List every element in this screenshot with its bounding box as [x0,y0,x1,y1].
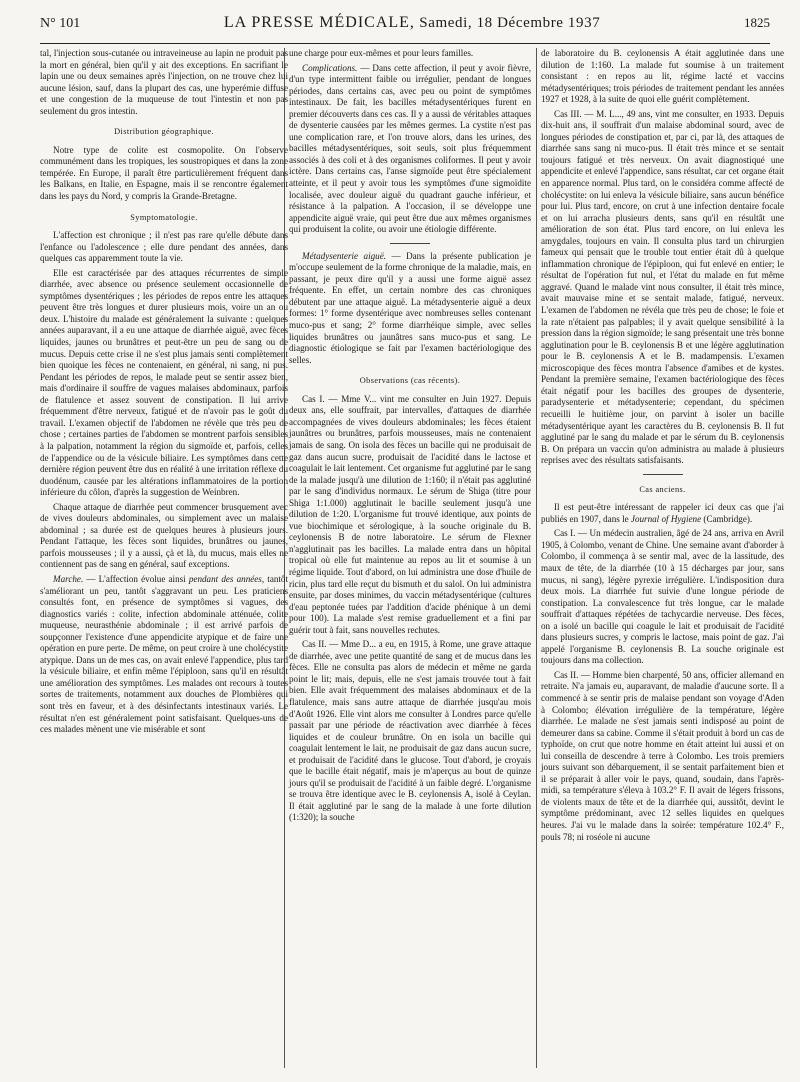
paragraph: L'affection est chronique ; il n'est pas rare qu'elle débute dans l'enfance ou l'adolescence ; elle dure pendant des années, dans quelques cas apparemment toute la vie. [40,230,288,264]
paragraph: de laboratoire du B. ceylonensis A était agglutinée dans une dilution de 1:160. La malade fut soumise à un traitement consistant : en repos au lit, régime lacté et vaccins métadysentériques; trois périodes de traitement pendant les années 1927 et 1928, à la suite de quoi elle guérit complètement. [541,48,784,105]
section-heading: Symptomatologie. [130,212,198,222]
journal-name: Journal of Hygiene [630,513,702,524]
divider [390,243,430,244]
paragraph [541,502,784,525]
divider [643,474,683,475]
text-run: — L'affection évolue ainsi [83,573,189,584]
paragraph: Cas III. — M. L..., 49 ans, vint me consulter, en 1933. Depuis dix-huit ans, il souffrait d'un malaise abdominal sourd, avec de longues périodes de constipation et, par ci, par là, des attaques de diarrhée sans sang ni muco-pus. Il était très mince et se sentait toujours fatigué et très nerveux. On avait diagnostiqué une appendicite et enlevé l'appendice, sans résultat, car cet organe était en apparence normal. Plus tard, on le considéra comme affecté de cholécystite: on lui enleva la vésicule biliaire, sans aucun bénéfice pour lui. Plus tard, encore, on crut à une infection dentaire focale et on lui arracha plusieurs dents, sans qu'il en résultât une amélioration de son état. Plus tard encore, on lui enleva les amygdales, toujours en vain. Il consulta plus tard un chirurgien fameux qui pensait que le trouble tout entier était dû à quelque inflammation chronique de l'épiploon, qui fut enlevé en entier; le résultat de l'opération fut nul, et l'état du malade en fut même aggravé. Quand le malade vint nous consulter, il était très mince, avait mauvaise mine et se sentait malade, fatigué, nerveux. L'examen de l'abdomen ne révéla que très peu de chose; le foie et la rate n'étaient pas palpables; il y avait quelque sensibilité à la pression dans la région sigmoïde; le sang présentait une très bonne agglutination pour le B. ceylonensis B et une légère agglutination pour le B. ceylonensis A et le B. madampensis. L'examen microscopique des fèces montra l'absence d'amibes et de kystes. Pendant la première semaine, l'examen bactériologique des fèces était négatif pour les bacilles des groupes de dysenterie, paradysenterie et métadysenterie; cependant, du spécimen recueilli le huitième jour, on parvint à isoler un bacille métadysentérique ayant les caractères du B. ceylonensis B. Il fut agglutiné par le sang du malade et par le sérum du B. ceylonensis B. On prépara un vaccin qu'on administra au malade à plusieurs reprises avec des résultats satisfaisants. [541,108,784,466]
page-number: 1825 [744,15,770,30]
paragraph [40,574,288,736]
paragraph: Cas I. — Un médecin australien, âgé de 24 ans, arriva en Avril 1905, à Colombo, venant de Chine. Une semaine avant d'aborder à Colombo, il commença à se sentir mal, avec de la lassitude, des maux de tête, de la diarrhée (10 à 15 décharges par jour, sans mucus, ni sang), légère pyrexie irrégulière. L'indisposition dura deux mois. La diarrhée fut suivie d'une longue période de constipation. La convalescence fut très longue, car le malade souffrait d'attaques répétées de tachycardie nerveuse. Des fèces, on a isolé un bacille qui coagule le lait et produisait de l'acidité dans plusieurs sucres, y compris le lactose, mais point de gaz. J'ai appelé l'organisme B. ceylonensis B. La souche originale est toujours dans ma collection. [541,528,784,666]
paragraph: Cas II. — Mme D... a eu, en 1915, à Rome, une grave attaque de diarrhée, avec une petite quantité de sang et de mucus dans les fèces. Elle ne consulta pas alors de médecin et même ne garda point le lit; mais, depuis, elle ne s'est jamais trouvée tout à fait bien. Elle avait fréquemment des malaises abdominaux et de la flatulence, mais sans autre attaque de diarrhée jusqu'au mois d'Août 1926. Elle vint alors me consulter à Londres parce qu'elle passait par une période de réactivation avec diarrhée à fèces liquides et de couleur brunâtre. On en isola un bacille qui coagulait lentement le lait, ne produisait de gaz dans aucun sucre, et produisait de l'acidité dans le glucose. Tout d'abord, je croyais que le bacille était négatif, mais je m'aperçus au bout de quinze jours qu'il se produisait de l'acidité à un faible degré. L'organisme se trouva être identique avec le B. ceylonensis A, isolé à Ceylan. Il était agglutiné par le sang de la malade à une forte dilution (1:320); la souche [289,639,531,823]
masthead [224,14,600,32]
paragraph: Chaque attaque de diarrhée peut commencer brusquement avec de vives douleurs abdominales, ou simplement avec un malaise abdominal ; sa durée est de quelques heures à plusieurs jours. Pendant l'attaque, les fèces sont liquides, brunâtres ou jaunes, parfois mousseuses ; il y a aussi, çà et là, du mucus, mais elles ne contiennent pas de sang en général, sauf exceptions. [40,501,288,570]
emphasis: pendant des années [188,573,262,584]
paragraph: Cas II. — Homme bien charpenté, 50 ans, officier allemand en retraite. N'a jamais eu, auparavant, de maladie d'aucune sorte. Il a commencé à se sentir pris de malaise pendant son voyage d'Aden à Colombo; élévation irrégulière de la température, légère diarrhée. Le malade ne s'est jamais senti indisposé au point de demeurer dans sa cabine. Comme il s'était produit à bord un cas de typhoïde, on crut que notre homme en était atteint lui aussi et on lui conseilla de descendre à terre à Colombo. Les trois premiers jours suivant son débarquement, il se sentait parfaitement bien et il se préparait à aller voir le pays, quand, soudain, dans l'après-midi, sa température s'éleva à 103.2° F. Il avait de légers frissons, de violents maux de tête et de la diarrhée qui, aussitôt, devint le symptôme prédominant, avec 12 selles liquides en quelques heures. J'ai vu le malade dans la soirée: température 102.4° F., pouls 78; ni roséole ni aucune [541,669,784,842]
paragraph [289,251,531,366]
run-in-heading: Métadysenterie aiguë. [302,250,387,261]
column-2 [289,48,531,827]
section-heading: Observations (cas récents). [359,376,461,386]
run-in-heading: Marche. [53,573,84,584]
text-run: Il est peut-être intéressant de rappeler ici deux cas que j'ai publiés en 1907, dans le [541,502,784,524]
paragraph: tal, l'injection sous-cutanée ou intraveineuse au lapin ne produit pas la mort en général, bien qu'il y ait des exceptions. En sacrifiant le lapin une ou deux semaines après l'injection, on ne trouve chez lui aucune lésion, sauf, dans la plupart des cas, une hyperémie diffuse et une congestion de la muqueuse de tout l'intestin et non pas seulement du gros intestin. [40,48,288,116]
text-run: (Cambridge). [701,513,753,524]
paragraph: Elle est caractérisée par des attaques récurrentes de simple diarrhée, avec absence ou présence seulement occasionnelle de symptômes dysentériques ; les périodes de repos entre les attaques peuvent être très longues et durer plusieurs mois, voire un an ou deux. L'histoire du malade est généralement la suivante : quelques années auparavant, il a eu une attaque de diarrhée aiguë, avec fèces liquides, jaunes ou brunâtres et peut-être un peu de sang ou de mucus. Depuis cette crise il ne s'est plus jamais senti complètement bien quoique les fèces ne contenaient, en général, ni sang, ni pus. Pendant les périodes de repos, le malade peut se sentir assez bien, mais d'ordinaire il souffre de vagues malaises abdominaux, parfois de flatulence et assez souvent de constipation. Il lui arrive fréquemment d'être nerveux, fatigué et de n'avoir pas le goût du travail. L'examen objectif de l'abdomen ne révèle que très peu de chose ; certaines parties de l'abdomen se montrent parfois sensibles à la palpation, notamment la région du sigmoïde et, parfois, celles de l'appendice ou de la vésicule biliaire. Les symptômes dans cette dernière région peuvent être dus en réalité à une irritation réflexe du duodénum, causée par les altérations inflammatoires de la portion inférieure du côlon, d'après la suggestion de Weinbren. [40,267,288,498]
section-heading: Cas anciens. [639,484,686,494]
page-header [40,14,770,44]
paragraph: Cas I. — Mme V... vint me consulter en Juin 1927. Depuis deux ans, elle souffrait, par intervalles, d'attaques de diarrhée accompagnées de vives douleurs abdominales; les fèces étaient jaunâtres ou brunâtres, parfois mousseuses, mais ne contenaient jamais de sang. On isola des fèces un bacille qui ne produisait de gaz dans aucun sucre, produisait de l'acidité dans le lactose et coagulait le lait lentement. Cet organisme fut agglutiné par le sang de la malade jusqu'à une dilution de 1:160; il n'était pas agglutiné par le sang d'individus normaux. Le sérum de Shiga (titre pour Shiga 1:1.000) agglutinait le bacille seulement jusqu'à une dilution de 1:20. L'organisme fut trouvé identique, aux points de vue biochimique et sérologique, à la souche originale du B. ceylonensis B de notre laboratoire. Le sérum de Flexner n'agglutinait pas les bacilles. La malade entra dans un hôpital tropical où elle fut maintenue au repos au lit et soumise à un régime liquide. Tout d'abord, on lui administra une dose d'huile de ricin, plus tard elle reçut du bismuth et du salol. On lui administra ensuite, par doses minimes, du vaccin métadysentérique (cultures d'eau peptonée tuées par l'addition d'acide phénique à un demi pour 100). La malade s'est remise graduellement et a fini par guérir tout à fait, sans nouvelles rechutes. [289,393,531,635]
text-run: — Dans cette affection, il peut y avoir fièvre, d'un type intermittent faible ou irrégulier, pendant de longues périodes, dans certains cas, avec peu ou point de symptômes intestinaux. De fait, les bacilles métadysentériques furent en premier découverts dans ces cas. Il y a aussi de véritables attaques de dysenterie causées par les mêmes germes. La cystite n'est pas une complication rare, et l'on trouve alors, dans les urines, des bacilles métadysentériques, soit seuls, soit plus fréquemment associés à des coli et à des organismes coliformes. Il peut y avoir ictère. Dans certains cas, l'anse sigmoïde peut être spécialement atteinte, et il peut y avoir tous les symptômes d'une sigmoïdite localisée, avec douleur aiguë du quadrant gauche inférieur, et résistance à la palpation. A l'occasion, il se développe une appendicite aiguë vraie, qui peut être due aux mêmes organismes qui produisent la colite, ou avoir une étiologie différente. [289,62,531,235]
text-run: — Dans la présente publication je m'occupe seulement de la forme chronique de la maladie, mais, en passant, je peux dire qu'il y a aussi une forme aiguë assez fréquente. En effet, un certain nombre des cas chroniques débutent par une attaque aiguë. La métadysenterie aiguë a deux formes: 1° forme dysentérique avec nombreuses selles contenant muco-pus et sang; 2° forme diarrhéique simple, avec selles liquides brunâtres ou jaunâtres sans muco-pus et sang. Le diagnostic étiologique se fait par l'examen bactériologique des selles. [289,250,531,365]
column-1 [40,48,288,739]
issue-date: Samedi, 18 Décembre 1937 [419,15,601,31]
column-3 [541,48,784,846]
run-in-heading: Complications. [302,62,358,73]
journal-title: LA PRESSE MÉDICALE, [223,14,415,31]
paragraph: Notre type de colite est cosmopolite. On l'observe communément dans les tropiques, les soustropiques et dans la zone tempérée. En Europe, il paraît être particulièrement fréquent dans les Balkans, en Italie, en Espagne, mais il se rencontre également dans les pays du Nord, y compris la Grande-Bretagne. [40,144,288,202]
text-run: , tantôt s'améliorant un peu, tantôt s'aggravant un peu. Les praticiens consultés font, en présence de symptômes si vagues, des diagnostics variés : colite, infection abdominale atténuée, colite muqueuse, neurasthénie abdominale ; il est arrivé parfois de soupçonner l'existence d'une appendicite atypique et de faire une opération en pure perte. De même, on peut croire à une cholécystite atypique. Dans un de mes cas, on avait enlevé l'appendice, plus tard la vésicule biliaire, et enfin même l'épiploon, sans qu'il en résultât une amélioration des symptômes. Les malades ont recours à toutes sortes de traitements, notamment aux douches de Plombières qui sont très en faveur, et à des désinfectants intestinaux variés. Le résultat n'en est généralement point satisfaisant. Quelques-uns de ces malades mènent une vie misérable et sont [40,573,289,735]
paragraph [289,63,531,236]
paragraph: une charge pour eux-mêmes et pour leurs familles. [289,48,474,58]
issue-number: N° 101 [40,16,81,31]
section-heading: Distribution géographique. [114,127,214,137]
column-rule-right [536,48,537,1068]
